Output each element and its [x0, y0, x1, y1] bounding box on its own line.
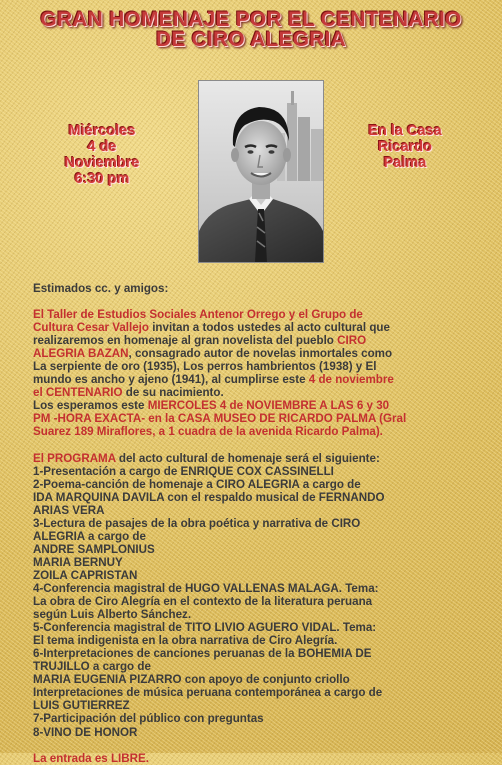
organizers-text: El Taller de Estudios Sociales Antenor Orrego y el Grupo de [33, 308, 363, 322]
portrait-image [199, 81, 323, 262]
author-name-highlight: CIRO [337, 334, 367, 348]
intro-text: , consagrado autor de novelas inmortales como [128, 347, 393, 361]
portrait-photo [198, 80, 324, 263]
datetime-highlight: MIERCOLES 4 de NOVIEMBRE A LAS 6 y 30 [147, 399, 390, 413]
program-line: 2-Poema-canción de homenaje a CIRO ALEGRIA a cargo de [33, 477, 361, 491]
program-line: 1-Presentación a cargo de ENRIQUE COX CASSINELLI [33, 464, 334, 478]
program-line: 7-Participación del público con preguntas [33, 712, 264, 726]
intro-text: invitan a todos ustedes al acto cultural que [148, 321, 390, 335]
organizers-text-2: Cultura Cesar Vallejo [33, 321, 149, 335]
place-line-3: Palma [383, 155, 427, 171]
intro-paragraph [33, 308, 488, 399]
date-line-2: 4 de [87, 139, 117, 155]
program-section [33, 452, 488, 739]
program-line: 6-Interpretaciones de canciones peruanas de la BOHEMIA DE [33, 647, 372, 661]
program-line: ALEGRIA a cargo de [33, 529, 146, 543]
venue-address: Suarez 189 Miraflores, a 1 cuadra de la avenida Ricardo Palma). [33, 425, 383, 439]
banner-line-1: GRAN HOMENAJE POR EL CENTENARIO [40, 8, 462, 31]
date-line-4: 6:30 pm [74, 171, 130, 187]
author-name-highlight: ALEGRIA BAZAN [33, 347, 129, 361]
place-line-1: En la Casa [368, 123, 442, 139]
intro-text: de su nacimiento. [122, 386, 224, 400]
program-line: La obra de Ciro Alegría en el contexto de la literatura peruana [33, 595, 373, 609]
admission-note: La entrada es LIBRE. [33, 751, 149, 765]
program-line: ANDRE SAMPLONIUS [33, 542, 155, 556]
program-line: El tema indigenista en la obra narrativa de Ciro Alegría. [33, 634, 338, 648]
program-line: según Luis Alberto Sánchez. [33, 608, 192, 622]
centenary-highlight: CENTENARIO [45, 386, 123, 400]
program-line: MARIA BERNUY [33, 555, 123, 569]
invitation-body [33, 282, 488, 765]
banner-line-2: DE CIRO ALEGRIA [155, 28, 347, 51]
program-line: ZOILA CAPRISTAN [33, 568, 138, 582]
intro-text: mundo es ancho y ajeno (1941), al cumplirse este [33, 373, 309, 387]
program-line: Interpretaciones de música peruana contemporánea a cargo de [33, 686, 383, 700]
program-line: 5-Conferencia magistral de TITO LIVIO AGUERO VIDAL. Tema: [33, 621, 377, 635]
program-line: 3-Lectura de pasajes de la obra poética y narrativa de CIRO [33, 516, 361, 530]
program-line: TRUJILLO a cargo de [33, 660, 151, 674]
event-banner-title [0, 10, 502, 50]
program-line: IDA MARQUINA DAVILA con el respaldo musical de FERNANDO [33, 490, 385, 504]
program-intro: del acto cultural de homenaje será el siguiente: [115, 451, 380, 465]
venue-paragraph [33, 399, 488, 438]
program-heading: El PROGRAMA [33, 451, 116, 465]
program-line: MARIA EUGENIA PIZARRO con apoyo de conjunto criollo [33, 673, 350, 687]
program-line: 4-Conferencia magistral de HUGO VALLENAS MALAGA. Tema: [33, 581, 379, 595]
event-place-block [335, 123, 475, 171]
place-line-2: Ricardo [378, 139, 432, 155]
date-line-1: Miércoles [68, 123, 136, 139]
venue-highlight: PM -HORA EXACTA- en la CASA MUSEO DE RICARDO PALMA (Gral [33, 412, 407, 426]
venue-text: Los esperamos este [33, 399, 148, 413]
date-highlight: 4 de noviembre [308, 373, 394, 387]
intro-text: el [33, 386, 46, 400]
date-line-3: Noviembre [64, 155, 140, 171]
program-line: ARIAS VERA [33, 503, 105, 517]
intro-text: realizaremos en homenaje al gran novelista del pueblo [33, 334, 338, 348]
program-line: LUIS GUTIERREZ [33, 699, 130, 713]
event-date-block [32, 123, 172, 187]
intro-text: La serpiente de oro (1935), Los perros hambrientos (1938) y El [33, 360, 377, 374]
greeting: Estimados cc. y amigos: [33, 282, 169, 295]
program-line: 8-VINO DE HONOR [33, 725, 138, 739]
